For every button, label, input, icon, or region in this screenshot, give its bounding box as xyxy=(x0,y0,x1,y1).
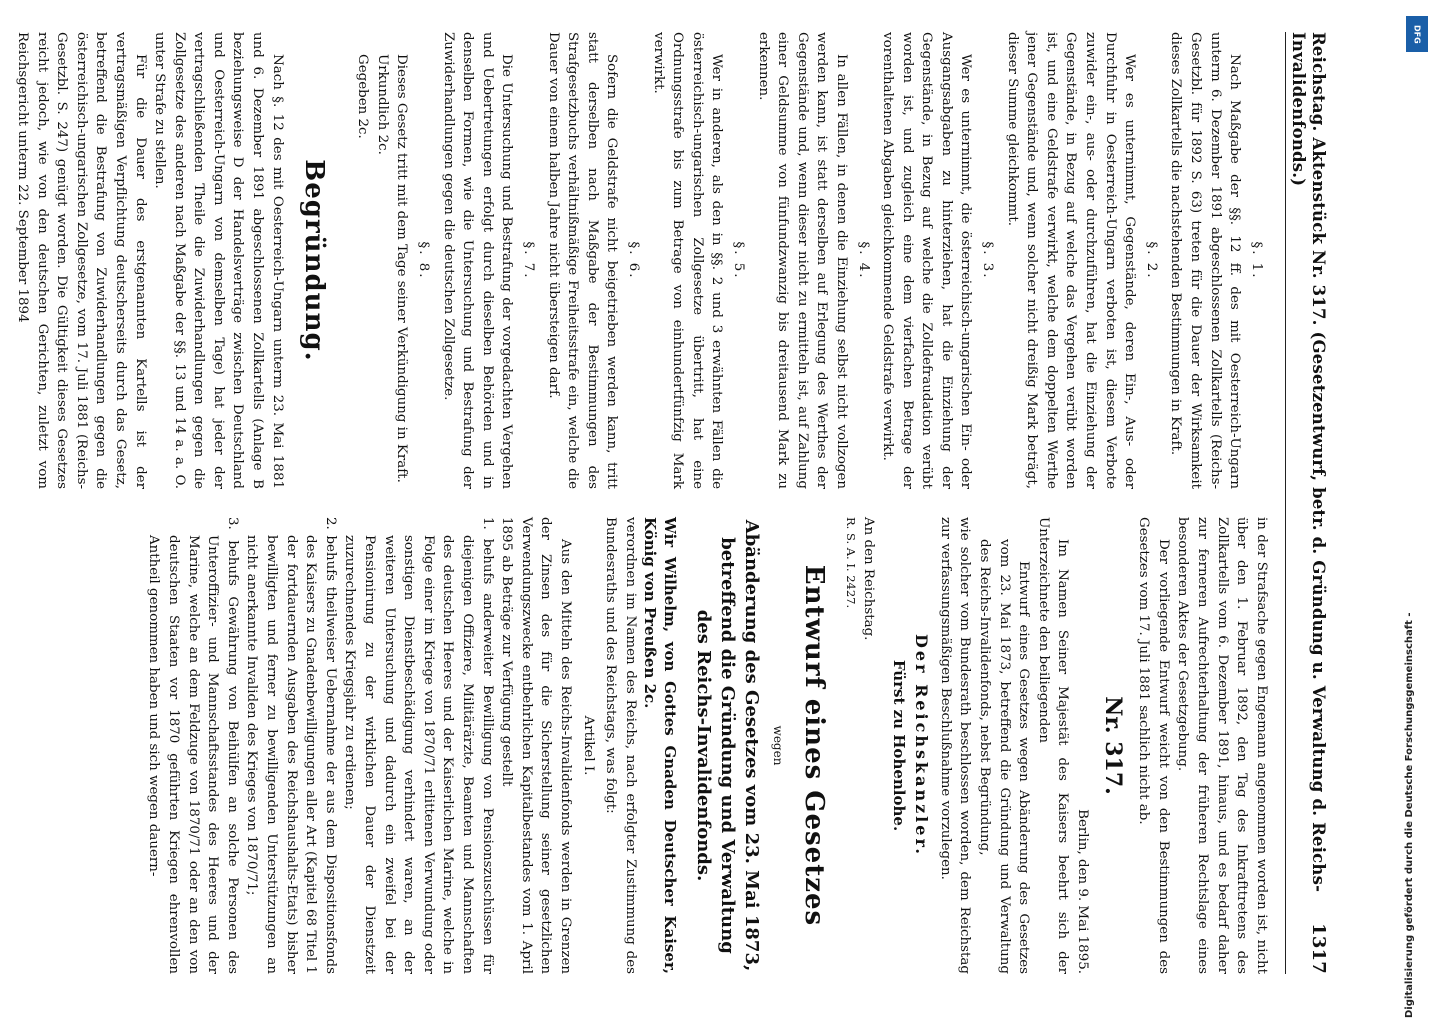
paragraph: Im Namen Seiner Majestät des Kaisers beehrt sich der Unterzeichnete den beiliegenden xyxy=(1035,517,1071,974)
emperor-line: Wir Wilhelm, von Gottes Gnaden Deutscher Kaiser, König von Preußen 2c. xyxy=(641,517,679,974)
begruendung-title: Begründung. xyxy=(298,159,329,362)
paragraph: Der vorliegende Entwurf weicht von den Bestimmungen des Gesetzes vom 17. Juli 1881 sachlich nicht ab. xyxy=(1136,517,1171,974)
document-number: Nr. 317. xyxy=(1099,696,1126,795)
left-column xyxy=(12,32,1270,489)
paragraph: Nach §. 12 des mit Oesterreich-Ungarn unterm 23. Mai 1881 und 6. Dezember 1891 abgeschlossenen Zollkartells (Anlage B beziehungsweise D der Handelsverträge zwischen Deutschland und Oesterreich-Ungarn von demselben Tage) hat jeder der vertragschließenden Theile die Zuwiderhandlungen gegen die Zollgesetze des anderen nach Maßgabe der §§. 13 und 14 a. a. O. unter Strafe zu stellen. xyxy=(152,32,285,489)
paragraph: Wer in anderen, als den in §§. 2 und 3 erwähnten Fällen die österreichisch-ungarischen Zollgesetze übertritt, hat eine Ordnungsstrafe bis zum Betrage von einhundertfünfzig Mark verwirkt. xyxy=(650,32,725,489)
signature-name: Fürst zu Hohenlohe. xyxy=(889,659,908,832)
list-item: 2. behufs theilweiser Uebernahme der aus dem Dispositionsfonds des Kaisers zu Gnadenbewilligungen aller Art (Kapitel 68 Titel 1 der fortdauernden Ausgaben des Reichshaushalts-Etats) bisher bewilligten und ferner zu bewilligenden Unterstützungen an nicht anerkannte Invaliden des Krieges von 1870/71; xyxy=(244,517,338,974)
section-heading: §. 2. xyxy=(1143,241,1159,280)
draft-subtitle: Abänderung des Gesetzes vom 23. Mai 1873, betreffend die Gründung und Verwaltung des Reichs-Invalidenfonds. xyxy=(692,519,762,972)
paragraph: wie solcher vom Bundesrath beschlossen worden, dem Reichstag zur verfassungsmäßigen Beschlußnahme vorzulegen. xyxy=(937,517,973,974)
addressee: An den Reichstag. xyxy=(861,517,877,641)
list-item: 1. behufs anderweiter Bewilligung von Pensionszuschüssen für diejenigen Offiziere, Militärärzte, Beamten und Mannschaften des deutschen Heeres und der Kaiserlichen Marine, welche in Folge einer im Kriege von 1870/71 erlittenen Verwundung oder sonstigen Dienstbeschädigung verhindert waren, an der weiteren Untersuchung und dadurch ein zweifel bei der Pensionirung zu der wirklichen Dauer der Dienstzeit zuzurechnendes Kriegsjahr zu erdienen; xyxy=(342,517,495,974)
paragraph: Entwurf eines Gesetzes wegen Abänderung des Gesetzes vom 23. Mai 1873, betreffend die Gründung und Verwaltung des Reichs-Invalidenfonds, nebst Begründung, xyxy=(977,539,1032,974)
date-line: Berlin, den 9. Mai 1895. xyxy=(1075,809,1091,974)
document-page xyxy=(12,0,1342,1000)
running-head-title: Reichstag. Aktenstück Nr. 317. (Gesetzentwurf, betr. d. Gründung u. Verwaltung d. Reichs-Invalidenfonds.) xyxy=(1289,32,1328,893)
paragraph: Wer es unternimmt, die österreichisch-ungarischen Ein- oder Ausgangsabgaben zu hinterziehen, hat die Einziehung der Gegenstände, in Bezug auf welche die Zolldefraudation verübt worden ist, und zugleich eine dem vierfachen Betrage der vorenthaltenen Abgaben gleichkommende Geldstrafe verwirkt. xyxy=(880,32,974,489)
digitization-sidebar xyxy=(1402,8,1432,1018)
wegen-line: wegen xyxy=(770,725,785,766)
section-heading: §. 4. xyxy=(855,241,871,280)
reference-number: R. S. A. I. 2427. xyxy=(843,517,858,609)
gegeben-line: Gegeben 2c. xyxy=(355,54,371,139)
draft-title: Entwurf eines Gesetzes xyxy=(798,564,829,927)
section-heading: §. 6. xyxy=(626,241,641,280)
paragraph: Nach Maßgabe der §§. 12 ff. des mit Oesterreich-Ungarn unterm 6. Dezember 1891 abgeschlossenen Zollkartells (Reichs-Gesetzbl. für 1892 S. 63) treten für die Dauer der Wirksamkeit dieses Zollkartells die nachstehenden Bestimmungen in Kraft. xyxy=(1168,32,1243,489)
running-head xyxy=(1285,32,1328,974)
article-heading: Artikel I. xyxy=(580,715,596,776)
funding-note: Digitalisierung gefördert durch die Deutsche Forschungsgemeinschaft - xyxy=(1404,612,1415,1018)
paragraph: Für die Dauer des erstgenannten Kartells ist der vertragsmäßigen Verpflichtung deutscherseits durch das Gesetz, betreffend die Bestrafung von Zuwiderhandlungen gegen die österreichisch-ungarischen Zollgesetze, vom 17. Juli 1881 (Reichs-Gesetzbl. S. 247) genügt worden. Die Gültigkeit dieses Gesetzes reicht jedoch, wie von den deutschen Gerichten, zuletzt vom Reichsgericht unterm 22. September 1894 xyxy=(14,32,148,489)
section-heading: §. 1. xyxy=(1248,241,1264,280)
section-heading: §. 3. xyxy=(980,241,996,280)
paragraph: In allen Fällen, in denen die Einziehung selbst nicht vollzogen werden kann, ist statt derselben auf Erlegung des Werthes der Gegenstände und, wenn dieser nicht zu ermitteln ist, auf Zahlung einer Geldsumme von fünfundzwanzig bis dreitausend Mark zu erkennen. xyxy=(755,32,849,489)
page-number: 1317 xyxy=(1308,923,1329,974)
signature-title: Der Reichskanzler. xyxy=(912,634,932,857)
paragraph: Dieses Gesetz tritt mit dem Tage seiner Verkündigung in Kraft. xyxy=(394,54,410,483)
urkundlich-line: Urkundlich 2c. xyxy=(374,54,390,155)
section-heading: §. 5. xyxy=(730,241,746,280)
paragraph: Aus den Mitteln des Reichs-Invalidenfonds werden in Grenzen der Zinsen des für die Sicherstellung seiner gesetzlichen Verwendungszwecke entbehrlichen Kapitalbestandes vom 1. April 1895 ab Beträge zur Verfügung gestellt xyxy=(499,517,573,974)
paragraph: Wer es unternimmt, Gegenstände, deren Ein-, Aus- oder Durchfuhr in Oesterreich-Ungarn verboten ist, diesem Verbote zuwider ein-, aus- oder durchzuführen, hat die Einziehung der Gegenstände, in Bezug auf welche das Vergehen verübt worden ist, und eine Geldstrafe verwirkt, welche dem doppelten Werthe jener Gegenstände und, wenn solcher nicht dreißig Mark beträgt, dieser Summe gleichkommt. xyxy=(1004,32,1138,489)
paragraph: Sofern die Geldstrafe nicht beigetrieben werden kann, tritt statt derselben nach Maßgabe der Bestimmungen des Strafgesetzbuchs verhältnißmäßige Freiheitsstrafe ein, welche die Dauer von einem halben Jahre nicht übersteigen darf. xyxy=(545,32,620,489)
right-column xyxy=(12,517,1270,974)
paragraph: verordnen im Namen des Reichs, nach erfolgter Zustimmung des Bundesraths und des Reichstags, was folgt: xyxy=(603,517,638,974)
dfg-logo: DFG xyxy=(1406,16,1428,52)
paragraph: Die Untersuchung und Bestrafung der vorgedachten Vergehen und Uebertretungen erfolgt durch dieselben Behörden und in denselben Formen, wie die Untersuchung und Bestrafung der Zuwiderhandlungen gegen die deutschen Zollgesetze. xyxy=(440,32,515,489)
paragraph: in der Strafsache gegen Engemann angenommen worden ist, nicht über den 1. Februar 1892, den Tag des Inkrafttretens des Zollkartells vom 6. Dezember 1891, hinaus, und es bedarf daher zur ferneren Aufrechterhaltung der früheren Rechtslage eines besonderen Aktes der Gesetzgebung. xyxy=(1175,517,1269,974)
section-heading: §. 8. xyxy=(416,241,432,280)
section-heading: §. 7. xyxy=(521,241,537,280)
list-item: 3. behufs Gewährung von Beihülfen an solche Personen des Unteroffizier- und Mannschaftsstandes des Heeres und der Marine, welche an dem Feldzuge von 1870/71 oder an den von deutschen Staaten vor 1870 geführten Kriegen ehrenvollen Antheil genommen haben und sich wegen dauern- xyxy=(146,517,240,974)
